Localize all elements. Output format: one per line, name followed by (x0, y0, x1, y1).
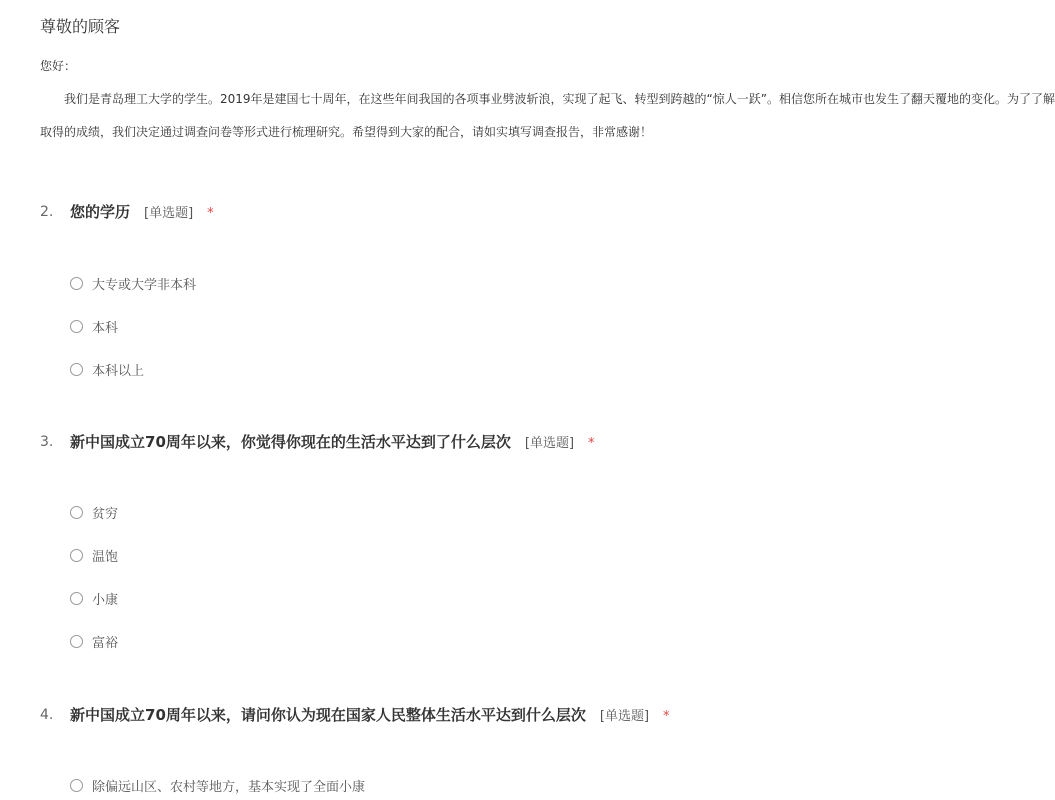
radio-button-icon[interactable] (70, 635, 83, 648)
option-label[interactable]: 本科以上 (92, 363, 145, 379)
question-type-label: [单选题] (524, 436, 575, 451)
required-mark: * (663, 709, 670, 724)
radio-button-icon[interactable] (70, 506, 83, 519)
option-radio[interactable] (70, 359, 144, 379)
question-number: 4. (40, 707, 54, 723)
option-label[interactable]: 本科 (92, 320, 119, 336)
intro-paragraph-line-1: 我们是青岛理工大学的学生。2019年是建国七十周年，在这些年间我国的各项事业劈波斩浪，实现了起飞、转型到跨越的“惊人一跃”。相信您所在城市也发生了翻天覆地的变化。为了了解 (64, 92, 1055, 106)
option-radio[interactable] (70, 545, 118, 565)
option-radio[interactable] (70, 631, 118, 651)
question-header (0, 704, 900, 728)
question-number: 2. (40, 204, 54, 220)
intro-paragraph-line-2: 取得的成绩，我们决定通过调查问卷等形式进行梳理研究。希望得到大家的配合，请如实填写调查报告，非常感谢！ (40, 125, 653, 139)
radio-button-icon[interactable] (70, 592, 83, 605)
option-radio[interactable] (70, 273, 196, 293)
option-label[interactable]: 小康 (92, 592, 119, 608)
radio-button-icon[interactable] (70, 549, 83, 562)
question-title: 您的学历 (70, 203, 131, 221)
question-title: 新中国成立70周年以来，你觉得你现在的生活水平达到了什么层次 (70, 433, 511, 451)
option-label[interactable]: 大专或大学非本科 (92, 277, 197, 293)
option-radio[interactable] (70, 316, 118, 336)
required-mark: * (207, 206, 214, 221)
required-mark: * (588, 436, 595, 451)
radio-button-icon[interactable] (70, 779, 83, 792)
radio-button-icon[interactable] (70, 277, 83, 290)
option-radio[interactable] (70, 775, 365, 795)
option-label[interactable]: 除偏远山区、农村等地方，基本实现了全面小康 (92, 779, 366, 795)
radio-button-icon[interactable] (70, 363, 83, 376)
option-radio[interactable] (70, 588, 118, 608)
greeting-title: 尊敬的顾客 (40, 17, 121, 36)
option-label[interactable]: 温饱 (92, 549, 119, 565)
question-type-label: [单选题] (144, 206, 194, 221)
question-header (0, 431, 900, 455)
option-label[interactable]: 富裕 (92, 635, 119, 651)
question-title: 新中国成立70周年以来，请问你认为现在国家人民整体生活水平达到什么层次 (70, 706, 586, 724)
option-radio[interactable] (70, 502, 118, 522)
salutation: 您好： (40, 59, 77, 73)
question-type-label: [单选题] (599, 709, 650, 724)
option-label[interactable]: 贫穷 (92, 506, 119, 522)
question-header (0, 201, 900, 225)
question-number: 3. (40, 434, 54, 450)
radio-button-icon[interactable] (70, 320, 83, 333)
